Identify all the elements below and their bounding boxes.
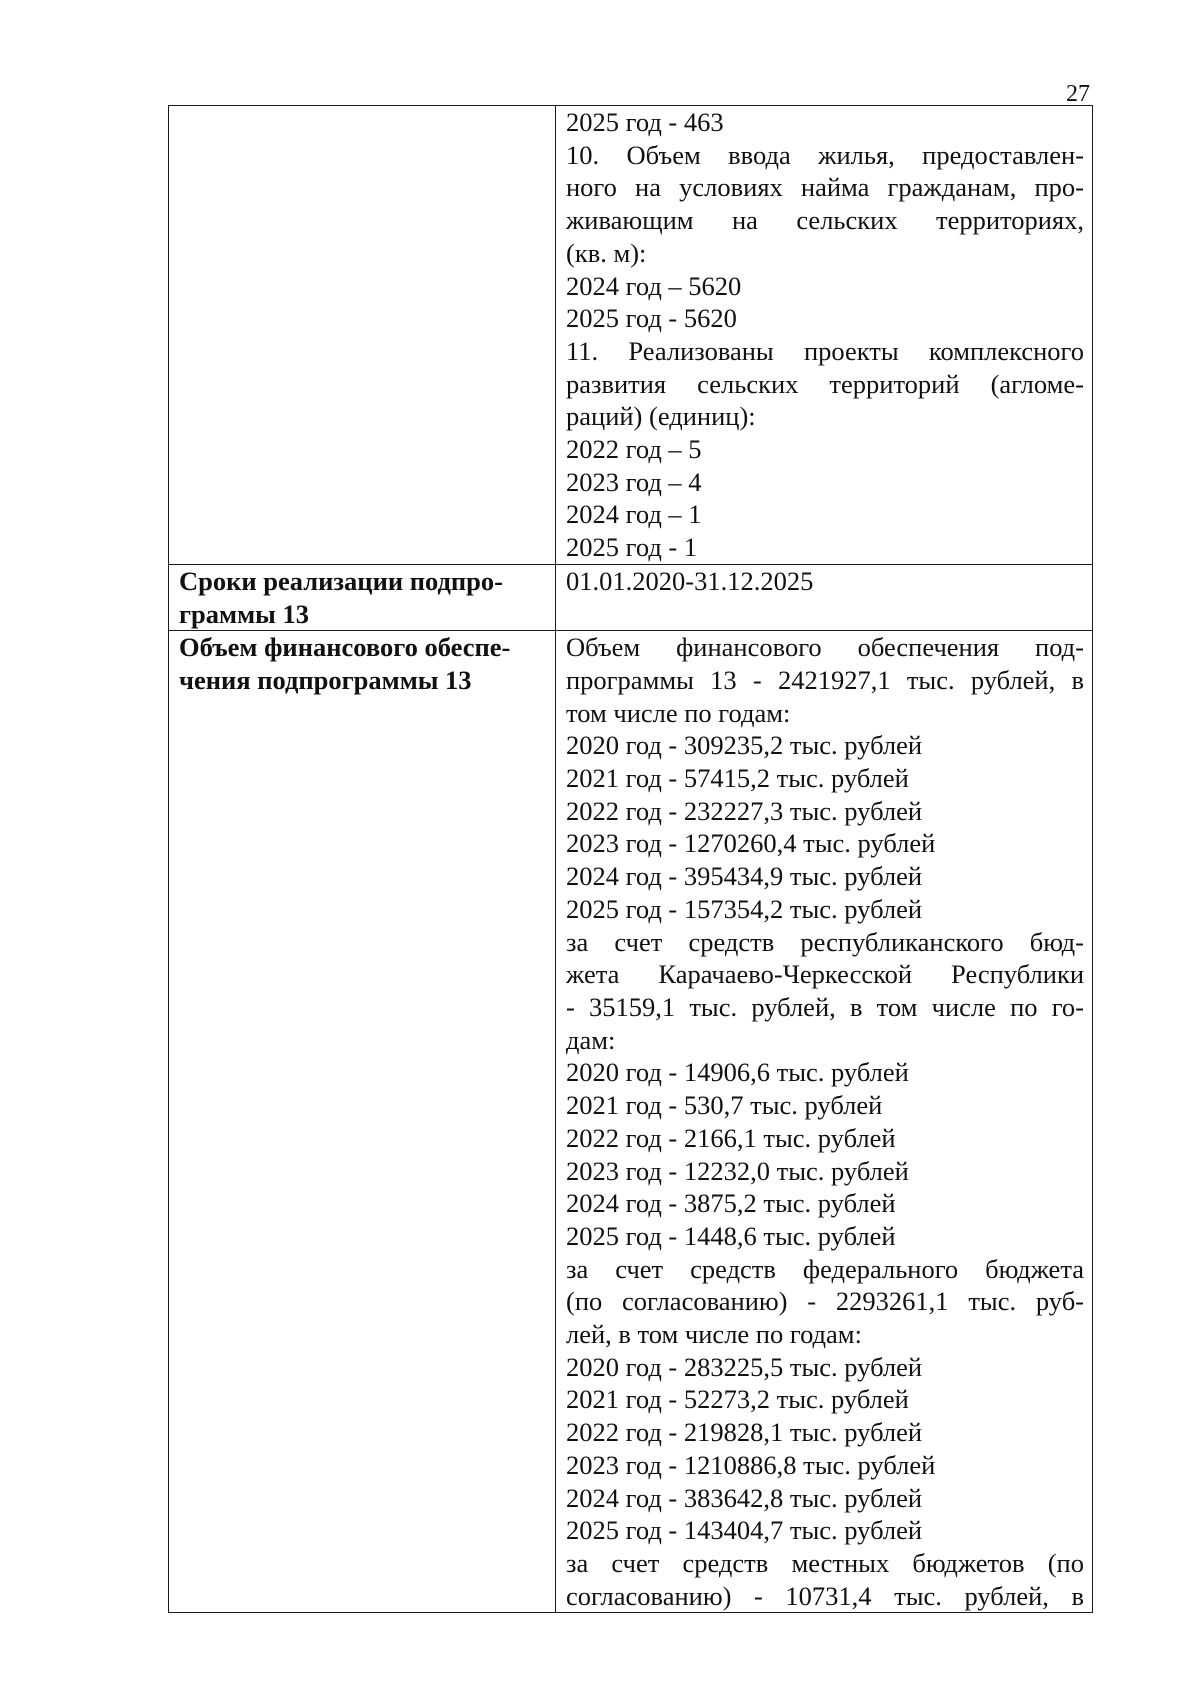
row-value-line: 2023 год - 1270260,4 тыс. рублей — [566, 828, 936, 859]
row-label-line: граммы 13 — [179, 598, 309, 629]
row-label-line: Объем финансового обеспе- — [179, 632, 511, 663]
row-value-line: жета Карачаево-Черкесской Республики — [566, 959, 1084, 990]
row-label-line: чения подпрограммы 13 — [179, 664, 472, 695]
row-value-line: живающим на сельских территориях, — [566, 205, 1084, 236]
row-label-line: Сроки реализации подпро- — [179, 565, 503, 596]
row-value-line: 11. Реализованы проекты комплексного — [566, 335, 1084, 366]
row-value-line: согласованию) - 10731,4 тыс. рублей, в — [566, 1580, 1084, 1611]
row-value-line: 2022 год – 5 — [566, 434, 702, 465]
label-cell — [169, 631, 556, 1613]
row-value-line: 2024 год - 395434,9 тыс. рублей — [566, 861, 923, 892]
row-value-line: дам: — [566, 1024, 616, 1055]
row-value-line: за счет средств республиканского бюд- — [566, 926, 1084, 957]
table-row-funding-volume — [169, 631, 1093, 1613]
row-value-line: 2023 год - 1210886,8 тыс. рублей — [566, 1449, 936, 1480]
row-value-line: 2023 год - 12232,0 тыс. рублей — [566, 1155, 909, 1186]
label-cell — [169, 564, 556, 630]
row-value-line: 2021 год - 57415,2 тыс. рублей — [566, 763, 909, 794]
label-cell — [169, 106, 556, 565]
row-value-line: за счет средств местных бюджетов (по — [566, 1547, 1084, 1578]
row-value-line: 2025 год - 463 — [566, 107, 724, 137]
row-value-line: 2022 год - 2166,1 тыс. рублей — [566, 1122, 896, 1153]
row-value-line: - 35159,1 тыс. рублей, в том числе по го- — [566, 991, 1084, 1022]
row-value-line: ного на условиях найма гражданам, про- — [566, 172, 1084, 203]
table-row-indicators — [169, 106, 1093, 565]
row-value-line: 01.01.2020-31.12.2025 — [566, 565, 814, 596]
subprogram-passport-table — [168, 105, 1093, 1613]
row-value-line: 2020 год - 283225,5 тыс. рублей — [566, 1351, 923, 1382]
row-value-line: 2022 год - 219828,1 тыс. рублей — [566, 1417, 923, 1448]
row-value-line: 2022 год - 232227,3 тыс. рублей — [566, 795, 923, 826]
row-value-line: развития сельских территорий (агломе- — [566, 368, 1084, 399]
value-cell — [556, 564, 1093, 630]
row-value-line: 2025 год - 5620 — [566, 303, 737, 334]
row-value-line: 2025 год - 157354,2 тыс. рублей — [566, 893, 923, 924]
row-value-line: 2024 год – 1 — [566, 499, 702, 530]
value-cell — [556, 106, 1093, 565]
row-value-line: 2021 год - 52273,2 тыс. рублей — [566, 1384, 909, 1415]
row-value-line: (по согласованию) - 2293261,1 тыс. руб- — [566, 1286, 1084, 1317]
row-value-line: 2020 год - 14906,6 тыс. рублей — [566, 1057, 909, 1088]
row-value-line: том числе по годам: — [566, 697, 791, 728]
page-number: 27 — [1066, 81, 1090, 107]
row-value-line: программы 13 - 2421927,1 тыс. рублей, в — [566, 664, 1084, 695]
row-value-line: 2024 год - 3875,2 тыс. рублей — [566, 1188, 896, 1219]
row-value-line: (кв. м): — [566, 237, 647, 268]
row-value-line: за счет средств федерального бюджета — [566, 1253, 1084, 1284]
row-value-line: 2025 год - 143404,7 тыс. рублей — [566, 1515, 923, 1546]
row-value-line: 2025 год - 1 — [566, 532, 698, 563]
row-value-line: Объем финансового обеспечения под- — [566, 632, 1084, 663]
row-value-line: 2024 год – 5620 — [566, 270, 742, 301]
row-value-line: 2020 год - 309235,2 тыс. рублей — [566, 730, 923, 761]
row-value-line: 2025 год - 1448,6 тыс. рублей — [566, 1220, 896, 1251]
row-value-line: 2021 год - 530,7 тыс. рублей — [566, 1090, 883, 1121]
row-value-line: раций) (единиц): — [566, 401, 756, 432]
row-value-line: 2024 год - 383642,8 тыс. рублей — [566, 1482, 923, 1513]
value-cell — [556, 631, 1093, 1613]
row-value-line: лей, в том числе по годам: — [566, 1319, 862, 1350]
row-value-line: 10. Объем ввода жилья, предоставлен- — [566, 139, 1084, 170]
table-row-implementation-period — [169, 564, 1093, 630]
row-value-line: 2023 год – 4 — [566, 466, 702, 497]
